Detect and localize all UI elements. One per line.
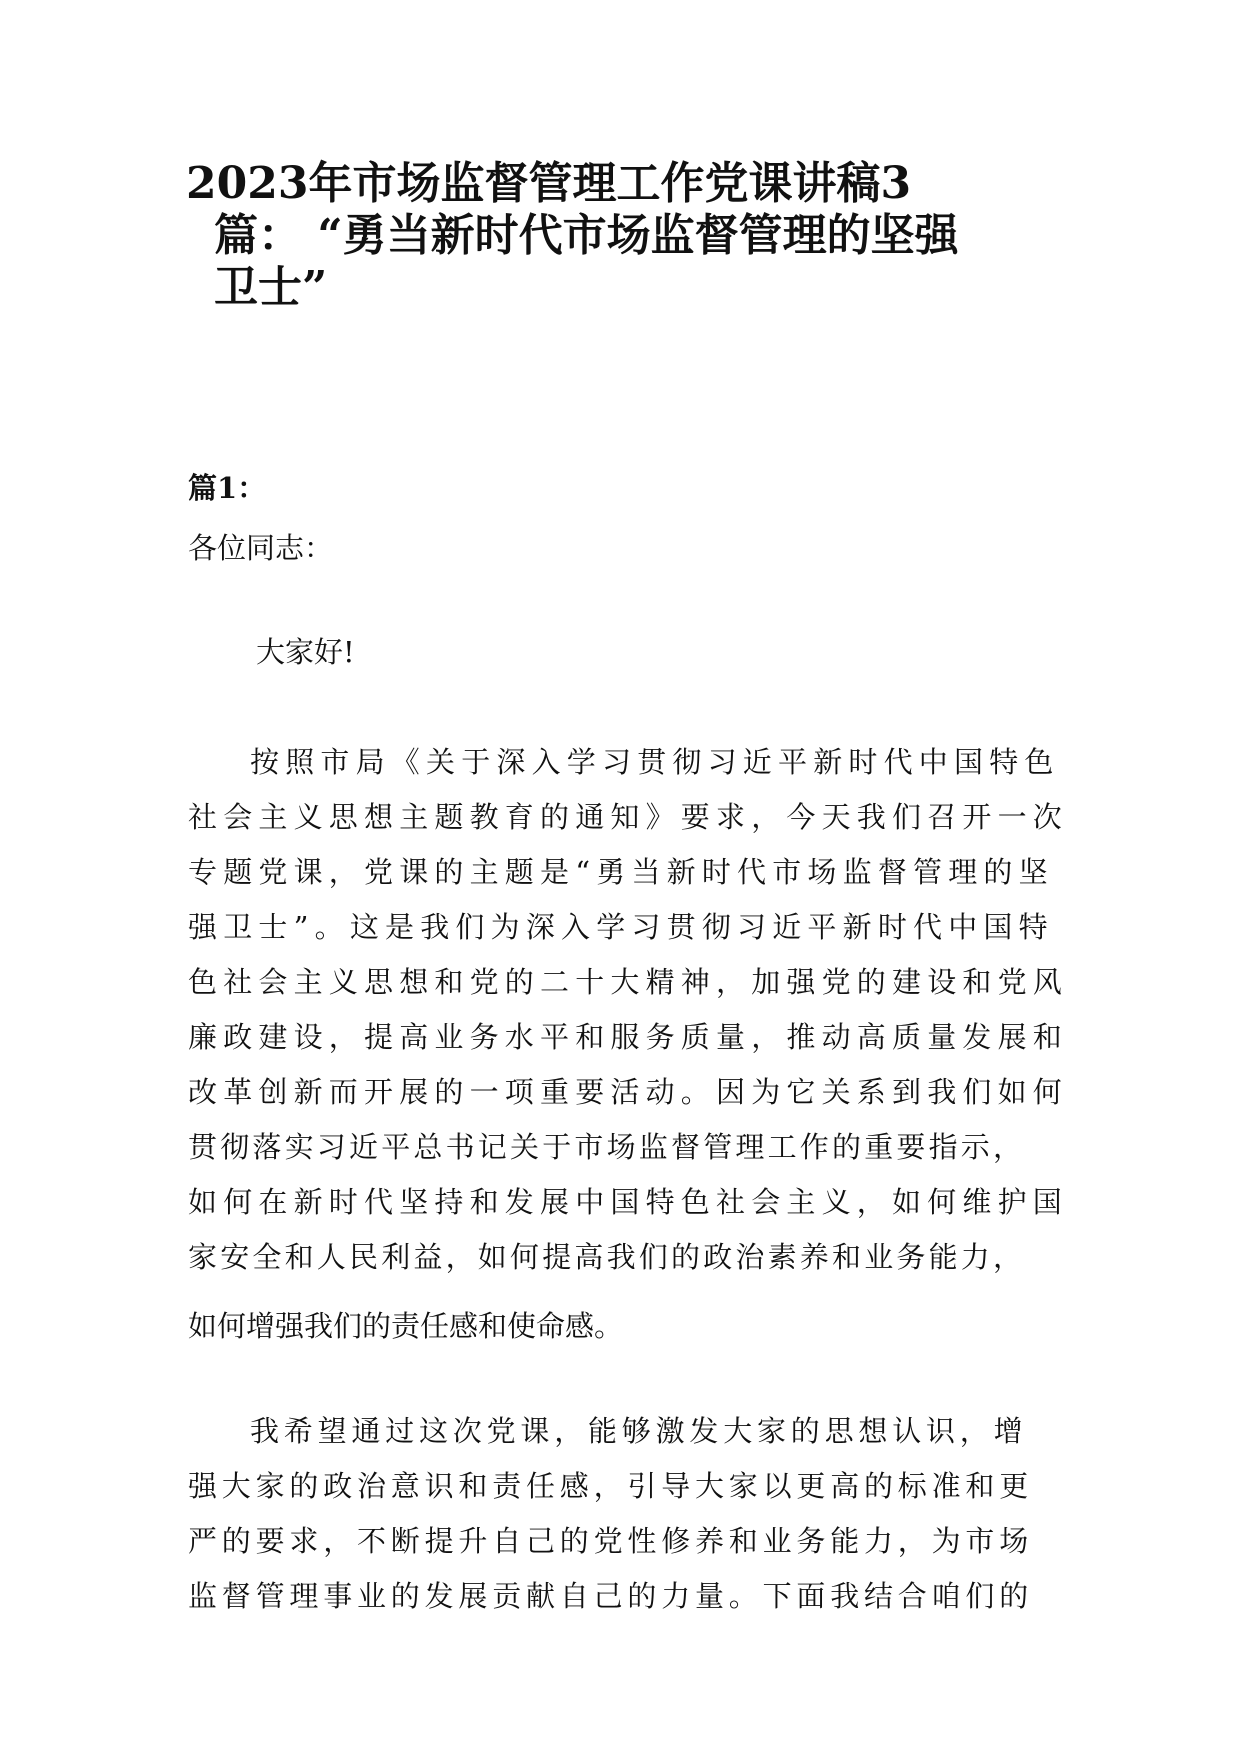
paragraph-1	[188, 735, 1068, 1354]
greeting: 大家好!	[256, 635, 355, 669]
paragraph-line: 廉政建设，提高业务水平和服务质量，推动高质量发展和	[188, 1020, 1069, 1054]
title-line-3: 卫士”	[214, 262, 328, 313]
salutation: 各位同志：	[188, 531, 334, 565]
paragraph-line: 改革创新而开展的一项重要活动。因为它关系到我们如何	[188, 1075, 1069, 1109]
paragraph-2	[188, 1404, 1068, 1624]
title-line-1: 2023年市场监督管理工作党课讲稿3	[186, 158, 912, 209]
paragraph-line: 我希望通过这次党课，能够激发大家的思想认识，增	[250, 1414, 1028, 1448]
title-line-2: 篇： “勇当新时代市场监督管理的坚强	[214, 210, 959, 261]
paragraph-line: 家安全和人民利益，如何提高我们的政治素养和业务能力，	[188, 1240, 1026, 1274]
paragraph-line: 如何在新时代坚持和发展中国特色社会主义，如何维护国	[188, 1185, 1069, 1219]
paragraph-line: 强卫士”。这是我们为深入学习贯彻习近平新时代中国特	[188, 910, 1054, 944]
paragraph-line: 按照市局《关于深入学习贯彻习近平新时代中国特色	[250, 745, 1060, 779]
paragraph-line: 贯彻落实习近平总书记关于市场监督管理工作的重要指示，	[188, 1130, 1026, 1164]
paragraph-line: 强大家的政治意识和责任感，引导大家以更高的标准和更	[188, 1469, 1034, 1503]
section-label: 篇1：	[188, 471, 267, 505]
paragraph-line: 色社会主义思想和党的二十大精神，加强党的建设和党风	[188, 965, 1069, 999]
paragraph-line: 严的要求，不断提升自己的党性修养和业务能力，为市场	[188, 1524, 1034, 1558]
paragraph-line: 社会主义思想主题教育的通知》要求，今天我们召开一次	[188, 800, 1069, 834]
paragraph-line: 监督管理事业的发展贡献自己的力量。下面我结合咱们的	[188, 1579, 1034, 1613]
paragraph-line: 如何增强我们的责任感和使命感。	[188, 1309, 624, 1343]
paragraph-line: 专题党课，党课的主题是“勇当新时代市场监督管理的坚	[188, 855, 1054, 889]
document-title	[186, 158, 1086, 314]
